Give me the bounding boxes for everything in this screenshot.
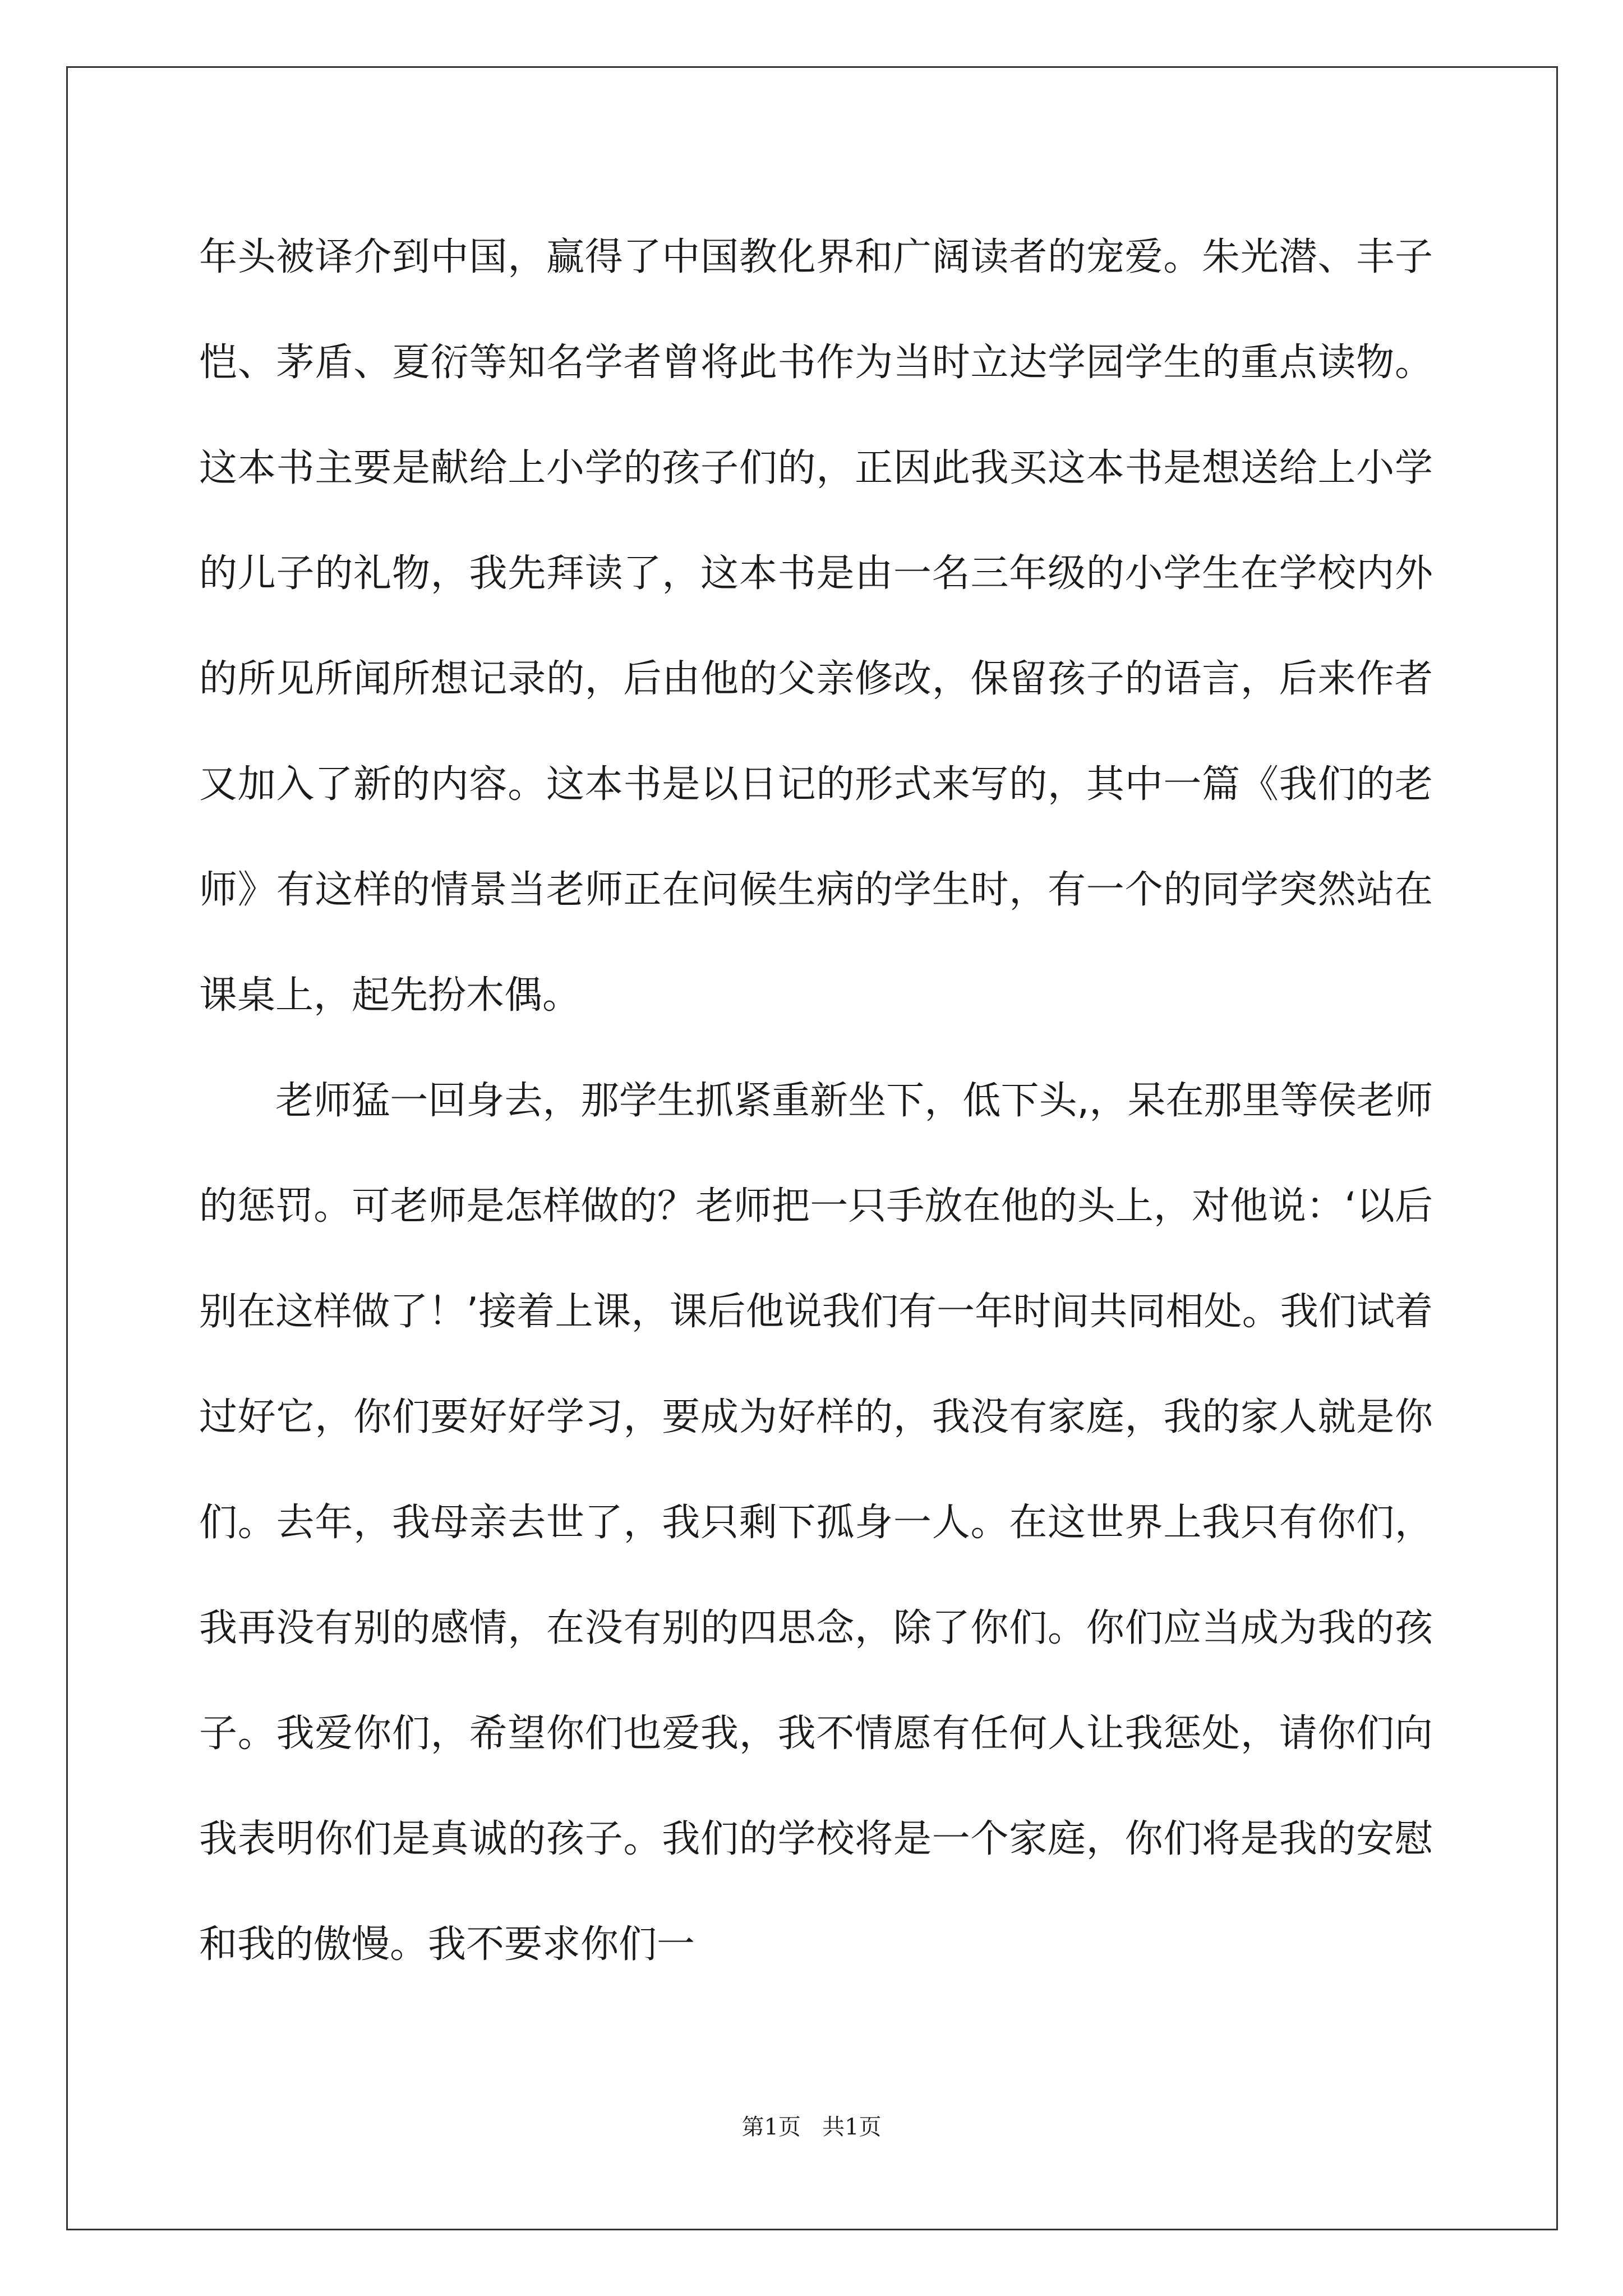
paragraph-2: 老师猛一回身去，那学生抓紧重新坐下，低下头,，呆在那里等侯老师的惩罚。可老师是怎样做的？老师把一只手放在他的头上，对他说：‘以后别在这样做了！’接着上课，课后他说我们有一年时间共同相处。我们试着过好它，你们要好好学习，要成为好样的，我没有家庭，我的家人就是你们。去年，我母亲去世了，我只剩下孤身一人。在这世界上我只有你们，我再没有别的感情，在没有别的四思念，除了你们。你们应当成为我的孩子。我爱你们，希望你们也爱我，我不情愿有任何人让我惩处，请你们向我表明你们是真诚的孩子。我们的学校将是一个家庭，你们将是我的安慰和我的傲慢。我不要求你们一 bbox=[199, 1079, 1433, 1967]
page-number: 第1页 bbox=[741, 2114, 801, 2140]
page-footer bbox=[0, 2109, 1623, 2141]
paragraph-1: 年头被译介到中国，赢得了中国教化界和广阔读者的宠爱。朱光潜、丰子恺、茅盾、夏衍等知名学者曾将此书作为当时立达学园学生的重点读物。这本书主要是献给上小学的孩子们的，正因此我买这本书是想送给上小学的儿子的礼物，我先拜读了，这本书是由一名三年级的小学生在学校内外的所见所闻所想记录的，后由他的父亲修改，保留孩子的语言，后来作者又加入了新的内容。这本书是以日记的形式来写的，其中一篇《我们的老师》有这样的情景当老师正在问候生病的学生时，有一个的同学突然站在课桌上，起先扮木偶。 bbox=[199, 235, 1433, 1018]
page-total: 共1页 bbox=[822, 2114, 882, 2140]
document-body bbox=[199, 205, 1433, 1998]
